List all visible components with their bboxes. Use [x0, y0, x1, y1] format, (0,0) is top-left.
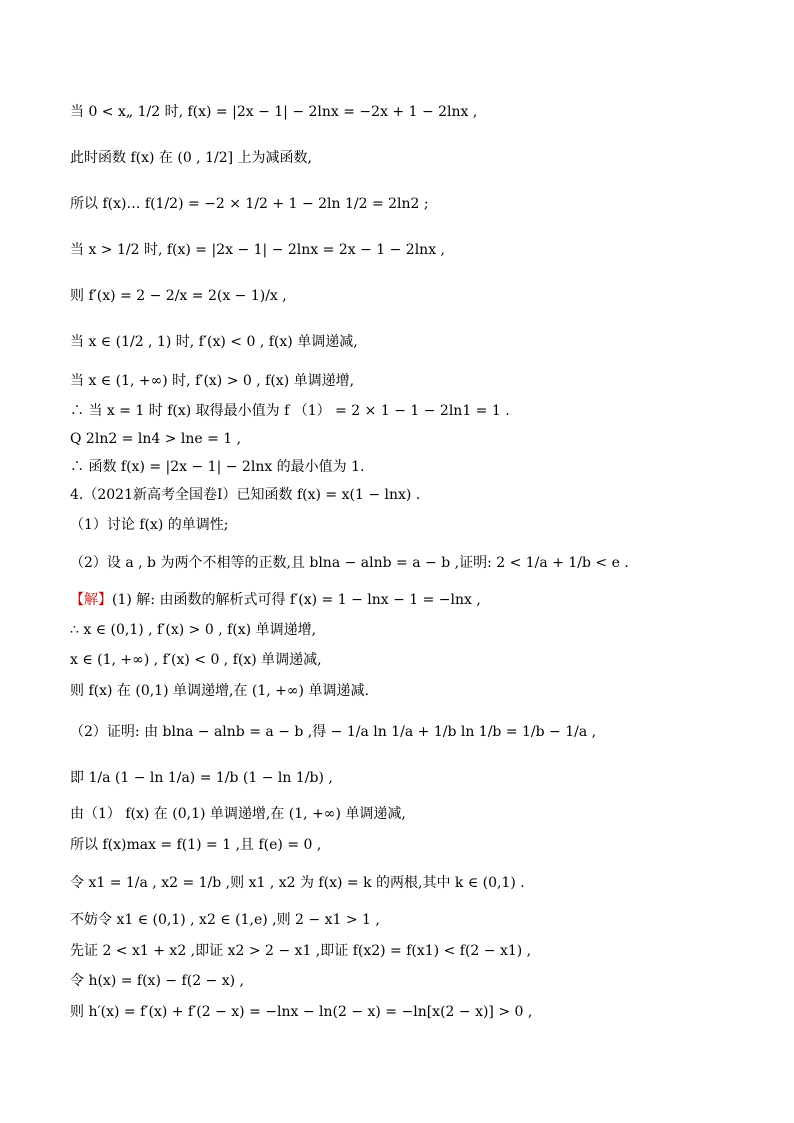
- line-24: 先证 2 < x1 + x2 ,即证 x2 > 2 − x1 ,即证 f(x2) = f(x1) < f(2 − x1) ,: [70, 943, 532, 959]
- line-13: （2）设 a , b 为两个不相等的正数,且 blna − alnb = a − b ,证明: 2 < 1/a + 1/b < e .: [70, 555, 629, 571]
- line-22: 令 x1 = 1/a , x2 = 1/b ,则 x1 , x2 为 f(x) = k 的两根,其中 k ∈ (0,1) .: [70, 875, 525, 891]
- line-19: 即 1/a (1 − ln 1/a) = 1/b (1 − ln 1/b) ,: [70, 770, 333, 786]
- line-8: ∴ 当 x = 1 时 f(x) 取得最小值为 f （1） = 2 × 1 − 1 − 2ln1 = 1 .: [70, 403, 510, 419]
- line-18: （2）证明: 由 blna − alnb = a − b ,得 − 1/a ln 1/a + 1/b ln 1/b = 1/b − 1/a ,: [70, 724, 597, 740]
- line-16: x ∈ (1, +∞) , f′(x) < 0 , f(x) 单调递减,: [70, 652, 322, 668]
- problem-4-statement: 4.（2021新高考全国卷Ⅰ）已知函数 f(x) = x(1 − lnx) .: [70, 487, 421, 503]
- solution-label: 【解】: [70, 592, 112, 608]
- line-17: 则 f(x) 在 (0,1) 单调递增,在 (1, +∞) 单调递减.: [70, 683, 369, 699]
- line-25: 令 h(x) = f(x) − f(2 − x) ,: [70, 973, 244, 989]
- line-23: 不妨令 x1 ∈ (0,1) , x2 ∈ (1,e) ,则 2 − x1 > 1 ,: [70, 912, 380, 928]
- line-10: ∴ 函数 f(x) = |2x − 1| − 2lnx 的最小值为 1.: [70, 459, 365, 475]
- line-2: 此时函数 f(x) 在 (0 , 1/2] 上为减函数,: [70, 150, 312, 166]
- line-1: 当 0 < x„ 1/2 时, f(x) = |2x − 1| − 2lnx = −2x + 1 − 2lnx ,: [70, 104, 478, 120]
- line-15: ∴ x ∈ (0,1) , f′(x) > 0 , f(x) 单调递增,: [70, 622, 317, 638]
- line-4: 当 x > 1/2 时, f(x) = |2x − 1| − 2lnx = 2x − 1 − 2lnx ,: [70, 242, 445, 258]
- line-9: Q 2ln2 = ln4 > lne = 1 ,: [70, 431, 242, 447]
- line-26: 则 h′(x) = f′(x) + f′(2 − x) = −lnx − ln(2 − x) = −ln[x(2 − x)] > 0 ,: [70, 1004, 533, 1020]
- line-6: 当 x ∈ (1/2 , 1) 时, f′(x) < 0 , f(x) 单调递减,: [70, 334, 358, 350]
- line-12: （1）讨论 f(x) 的单调性;: [70, 517, 229, 533]
- line-20: 由（1） f(x) 在 (0,1) 单调递增,在 (1, +∞) 单调递减,: [70, 806, 406, 822]
- line-3: 所以 f(x)… f(1/2) = −2 × 1/2 + 1 − 2ln 1/2 = 2ln2 ;: [70, 196, 429, 212]
- line-21: 所以 f(x)max = f(1) = 1 ,且 f(e) = 0 ,: [70, 837, 322, 853]
- line-7: 当 x ∈ (1, +∞) 时, f′(x) > 0 , f(x) 单调递增,: [70, 373, 355, 389]
- solution-start: 【解】(1) 解: 由函数的解析式可得 f′(x) = 1 − lnx − 1 = −lnx ,: [70, 592, 481, 608]
- line-5: 则 f′(x) = 2 − 2/x = 2(x − 1)/x ,: [70, 288, 287, 304]
